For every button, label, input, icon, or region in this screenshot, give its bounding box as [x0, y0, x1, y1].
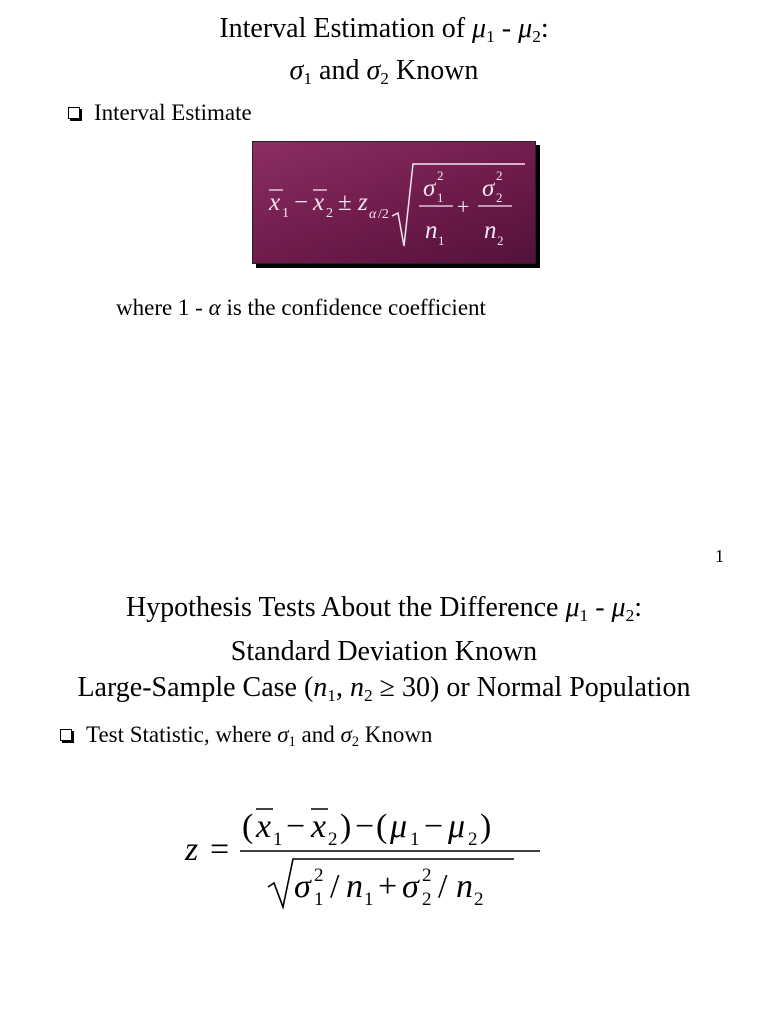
svg-text:μ: μ [448, 808, 466, 845]
subscript: 1 [486, 26, 495, 46]
and-text: and [295, 722, 341, 747]
svg-text:2: 2 [314, 865, 324, 886]
subscript: 1 [579, 605, 589, 625]
confidence-coefficient-note [116, 295, 486, 321]
page-number: 1 [715, 546, 724, 566]
svg-text:±: ± [338, 189, 352, 216]
square-bullet-icon [68, 107, 80, 119]
svg-text:n: n [456, 868, 473, 905]
svg-text:x: x [269, 189, 281, 216]
subscript: 1 [303, 68, 313, 88]
slide2-title [0, 590, 768, 714]
svg-text:x: x [256, 808, 272, 845]
svg-text:2: 2 [497, 233, 504, 248]
svg-text:(: ( [242, 808, 254, 845]
z-test-statistic-formula [180, 795, 560, 915]
svg-text:x: x [311, 808, 327, 845]
slide2-bullet [60, 722, 432, 751]
svg-text:α: α [369, 207, 377, 222]
comma: , [335, 671, 350, 703]
interval-formula [253, 142, 535, 263]
svg-text:1: 1 [437, 190, 444, 205]
svg-text:2: 2 [326, 206, 333, 221]
svg-text:1: 1 [410, 829, 420, 850]
svg-text:+: + [457, 194, 470, 219]
svg-text:−: − [286, 808, 306, 845]
svg-text:μ: μ [390, 808, 408, 845]
sigma-symbol: σ [366, 54, 381, 86]
subscript: 1 [288, 733, 296, 750]
svg-text:n: n [425, 217, 438, 244]
svg-text:−: − [355, 808, 375, 845]
svg-text:−: − [294, 189, 309, 216]
slide2-title-line3 [0, 670, 768, 714]
and-text: and [312, 54, 367, 86]
alpha-symbol: α [208, 295, 221, 320]
interval-formula-box [252, 141, 536, 264]
svg-text:(: ( [376, 808, 388, 845]
svg-text:/: / [330, 868, 340, 905]
colon: : [634, 592, 643, 623]
where-prefix: where 1 - [116, 295, 209, 320]
subscript: 1 [327, 685, 336, 705]
svg-text:z: z [185, 831, 199, 868]
svg-text:σ: σ [402, 868, 419, 905]
subscript: 2 [363, 685, 373, 705]
subscript: 2 [380, 68, 389, 88]
slide1-title-line2 [0, 54, 768, 96]
slide1-bullet [68, 100, 252, 126]
mu-symbol: μ [565, 592, 580, 623]
svg-text:2: 2 [422, 865, 432, 886]
colon: : [540, 13, 549, 44]
svg-text:1: 1 [438, 233, 445, 248]
svg-text:+: + [378, 868, 398, 905]
svg-text:1: 1 [314, 889, 324, 910]
svg-text:1: 1 [282, 206, 289, 221]
svg-text:2: 2 [422, 889, 432, 910]
svg-text:2: 2 [496, 190, 503, 205]
bullet-text: Test Statistic, where [86, 722, 278, 747]
svg-text:2: 2 [474, 889, 484, 910]
svg-text:n: n [346, 868, 363, 905]
svg-text:z: z [358, 189, 368, 216]
svg-text:1: 1 [273, 829, 283, 850]
svg-text:2: 2 [468, 829, 478, 850]
svg-text:/: / [438, 868, 448, 905]
svg-text:): ) [480, 808, 492, 845]
square-bullet-icon [60, 729, 72, 741]
known-text: Known [388, 54, 479, 86]
subscript: 2 [351, 733, 359, 750]
svg-text:2: 2 [328, 829, 338, 850]
svg-text:): ) [340, 808, 352, 845]
mu-symbol: μ [472, 13, 487, 44]
mu-symbol: μ [518, 13, 533, 44]
sigma-symbol: σ [277, 722, 289, 747]
dash: - [588, 592, 612, 623]
n-symbol: n [349, 671, 364, 703]
slide1-title [0, 12, 768, 96]
svg-text:σ: σ [294, 868, 311, 905]
mu-symbol: μ [611, 592, 626, 623]
bullet-text: Known [358, 722, 433, 747]
title-text: ≥ 30) or Normal Population [372, 671, 691, 703]
title-text: Hypothesis Tests About the Difference [125, 592, 566, 623]
title-text: Large-Sample Case ( [77, 671, 314, 703]
n-symbol: n [313, 671, 328, 703]
where-suffix: is the confidence coefficient [220, 295, 486, 320]
slide1-title-line1 [0, 12, 768, 54]
dash: - [494, 13, 519, 44]
svg-text:n: n [484, 217, 497, 244]
slide2-title-line1 [0, 590, 768, 634]
slide2-title-line2: Standard Deviation Known [230, 635, 538, 667]
svg-text:1: 1 [364, 889, 374, 910]
svg-text:x: x [313, 189, 325, 216]
sigma-symbol: σ [289, 54, 304, 86]
svg-text:2: 2 [496, 168, 503, 183]
svg-text:σ: σ [482, 175, 495, 202]
svg-text:σ: σ [423, 175, 436, 202]
svg-text:−: − [424, 808, 444, 845]
sigma-symbol: σ [340, 722, 352, 747]
svg-text:/2: /2 [378, 207, 389, 222]
subscript: 2 [532, 26, 541, 46]
svg-text:2: 2 [437, 168, 444, 183]
subscript: 2 [625, 605, 635, 625]
svg-text:=: = [210, 831, 230, 868]
title-text: Interval Estimation of [219, 13, 473, 44]
bullet-label: Interval Estimate [94, 100, 252, 125]
